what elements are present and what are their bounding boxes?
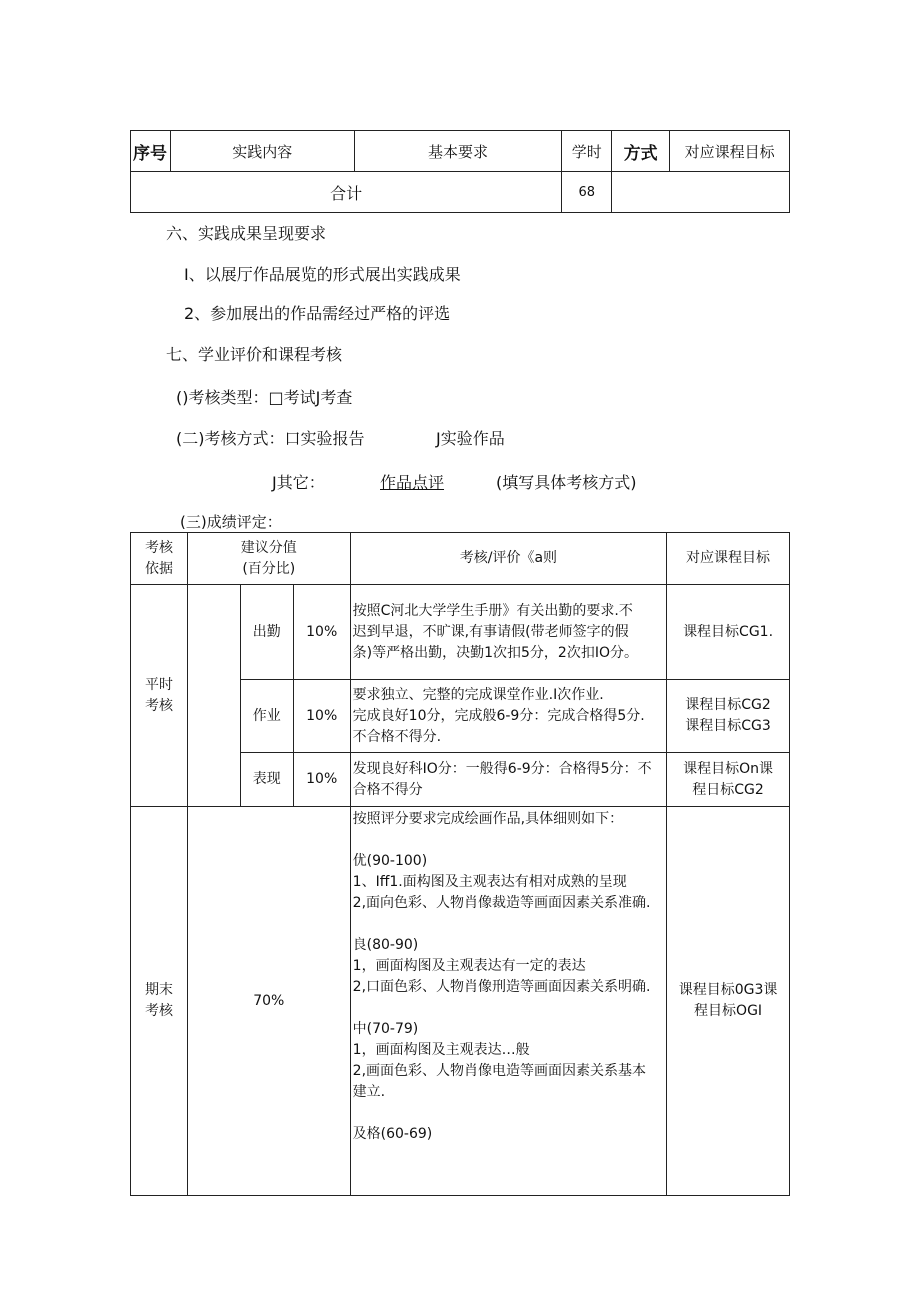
item-attendance: 出勤 bbox=[240, 585, 293, 680]
header-goal: 对应课程目标 bbox=[667, 533, 790, 585]
header-basis bbox=[131, 533, 188, 585]
goal-attendance bbox=[667, 585, 790, 680]
other-value: 作品点评 bbox=[380, 473, 445, 492]
table-row bbox=[131, 807, 790, 1196]
criteria-line: 完成良好10分，完成般6-9分：完成合格得5分. bbox=[352, 707, 645, 724]
header-goal: 对应课程目标 bbox=[670, 131, 790, 172]
header-hours: 学时 bbox=[562, 131, 612, 172]
criteria-line: 条)等严格出勤，决勤1次扣5分，2次扣IO分。 bbox=[352, 644, 638, 661]
other-label: J其它： bbox=[272, 473, 325, 492]
criteria-spacer bbox=[353, 998, 664, 1019]
criteria-line: 建立. bbox=[352, 1084, 386, 1100]
header-requirement: 基本要求 bbox=[354, 131, 562, 172]
section7-title: 七、学业评价和课程考核 bbox=[166, 345, 343, 364]
regular-label-line2: 考核 bbox=[144, 697, 173, 714]
final-percent: 70% bbox=[187, 807, 350, 1196]
criteria-line: 按照C河北大学学生手册》有关出勤的要求.不 bbox=[352, 602, 633, 619]
header-criteria: 考核/评价《a则 bbox=[350, 533, 666, 585]
criteria-spacer bbox=[353, 830, 664, 851]
criteria-line: 及格(60-69) bbox=[352, 1126, 433, 1142]
goal-performance bbox=[667, 753, 790, 807]
criteria-line: 迟到早退，不旷课,有事请假(带老师签字的假 bbox=[352, 623, 629, 640]
header-content: 实践内容 bbox=[170, 131, 354, 172]
criteria-final bbox=[350, 807, 666, 1196]
section6-item-1: I、以展厅作品展览的形式展出实践成果 bbox=[184, 265, 461, 284]
criteria-line: 不合格不得分. bbox=[352, 728, 442, 745]
criteria-line: 1，画面构图及主观表达有一定的表达 bbox=[352, 958, 586, 974]
header-score bbox=[187, 533, 350, 585]
criteria-line: 良(80-90) bbox=[352, 937, 419, 953]
section6-title: 六、实践成果呈现要求 bbox=[166, 224, 327, 243]
header-method: 方式 bbox=[612, 131, 670, 172]
total-empty bbox=[612, 172, 790, 213]
goal-final bbox=[667, 807, 790, 1196]
criteria-spacer bbox=[353, 914, 664, 935]
header-basis-line1: 考核 bbox=[144, 539, 173, 556]
grade-table bbox=[130, 532, 790, 1196]
table-row bbox=[131, 585, 790, 680]
criteria-line: 1、Iff1.面构图及主观表达有相对成熟的呈现 bbox=[352, 874, 627, 890]
item-performance: 表现 bbox=[240, 753, 293, 807]
percent-performance: 10% bbox=[293, 753, 350, 807]
criteria-spacer bbox=[353, 1103, 664, 1124]
header-basis-line2: 依据 bbox=[144, 560, 173, 577]
criteria-homework bbox=[350, 680, 666, 753]
goal-homework bbox=[667, 680, 790, 753]
assessment-method-a: (二)考核方式：口实验报告 bbox=[176, 429, 365, 448]
criteria-line: 合格不得分 bbox=[352, 781, 423, 798]
goal-line: 程目标OGI bbox=[694, 1003, 763, 1019]
section6-item-2: 2、参加展出的作品需经过严格的评选 bbox=[184, 304, 451, 323]
goal-line: 程日标CG2 bbox=[692, 781, 764, 798]
final-label-line1: 期末 bbox=[144, 982, 173, 998]
item-homework: 作业 bbox=[240, 680, 293, 753]
criteria-line: 中(70-79) bbox=[352, 1021, 419, 1037]
criteria-line: 2,面向色彩、人物肖像裁造等画面因素关系准确. bbox=[352, 895, 651, 911]
total-hours: 68 bbox=[562, 172, 612, 213]
criteria-line: 要求独立、完整的完成课堂作业.I次作业. bbox=[352, 686, 604, 703]
practice-header-row bbox=[131, 131, 790, 172]
criteria-line: 按照评分要求完成绘画作品,具体细则如下： bbox=[352, 811, 624, 827]
header-score-line1: 建议分值 bbox=[240, 539, 297, 556]
percent-attendance: 10% bbox=[293, 585, 350, 680]
final-label bbox=[131, 807, 188, 1196]
total-label: 合计 bbox=[131, 172, 562, 213]
regular-label bbox=[131, 585, 188, 807]
criteria-attendance bbox=[350, 585, 666, 680]
criteria-line: 2,画面色彩、人物肖像电造等画面因素关系基本 bbox=[352, 1063, 647, 1079]
other-note: (填写具体考核方式) bbox=[496, 473, 637, 492]
regular-blank-cell bbox=[187, 585, 240, 807]
regular-label-line1: 平时 bbox=[144, 676, 173, 693]
assessment-method-b: J实验作品 bbox=[436, 429, 505, 448]
goal-line: 课程目标On课 bbox=[683, 760, 773, 777]
grade-header-row bbox=[131, 533, 790, 585]
grading-title: (三)成绩评定： bbox=[180, 513, 282, 531]
criteria-line: 1，画面构图及主观表达…般 bbox=[352, 1042, 530, 1058]
criteria-line: 优(90-100) bbox=[352, 853, 428, 869]
goal-line: 课程目标CG2 bbox=[685, 697, 771, 713]
goal-line: 课程目标CG1. bbox=[683, 623, 774, 640]
criteria-line: 发现良好科IO分：一般得6-9分：合格得5分：不 bbox=[352, 760, 652, 777]
header-score-line2: (百分比) bbox=[242, 560, 296, 577]
goal-line: 课程目标CG3 bbox=[685, 718, 771, 734]
final-label-line2: 考核 bbox=[144, 1003, 173, 1019]
practice-total-row bbox=[131, 172, 790, 213]
criteria-line: 2,口面色彩、人物肖像刑造等画面因素关系明确. bbox=[352, 979, 651, 995]
practice-table bbox=[130, 130, 790, 213]
criteria-performance bbox=[350, 753, 666, 807]
assessment-type: ()考核类型：□考试J考查 bbox=[176, 388, 353, 407]
goal-line: 课程目标0G3课 bbox=[678, 982, 778, 998]
percent-homework: 10% bbox=[293, 680, 350, 753]
header-seq: 序号 bbox=[131, 131, 171, 172]
